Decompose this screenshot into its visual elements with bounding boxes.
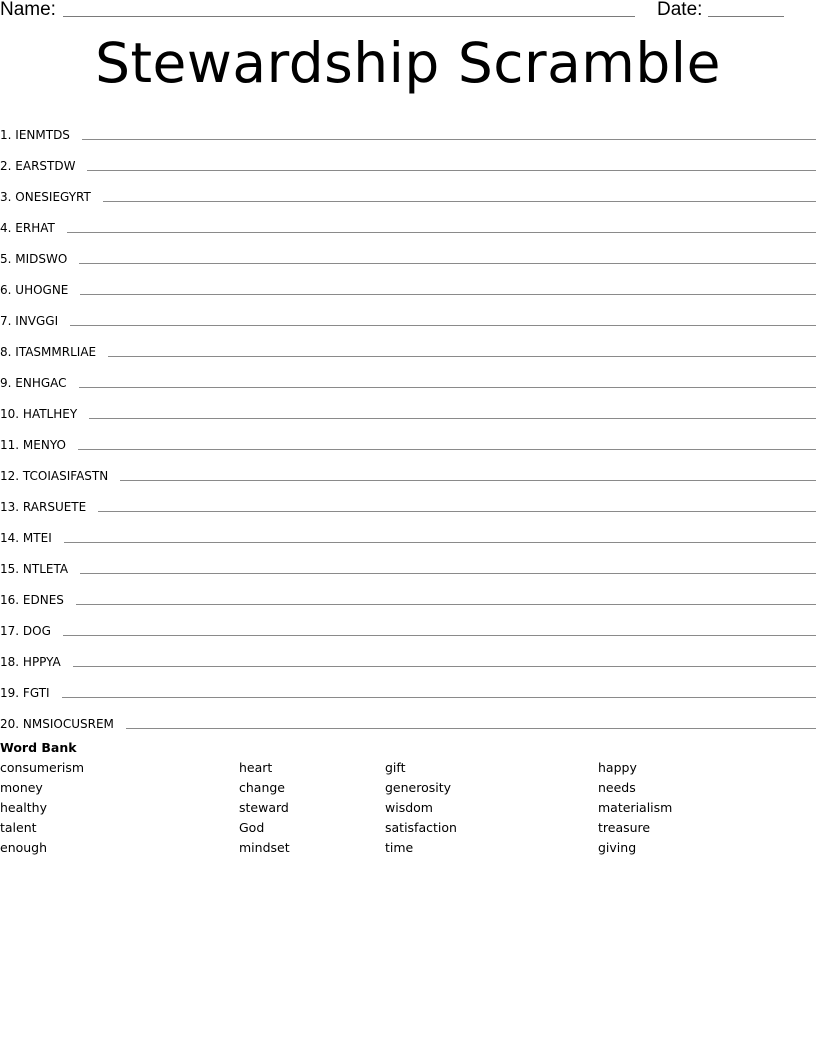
item-number: 19.	[0, 686, 20, 700]
scramble-row	[0, 483, 816, 514]
word-bank-word: happy	[598, 760, 637, 775]
word-bank-word: satisfaction	[385, 820, 457, 835]
answer-line[interactable]	[64, 542, 816, 543]
word-bank-column	[385, 758, 457, 858]
word-bank-column	[0, 758, 84, 858]
item-number: 2.	[0, 159, 12, 173]
scrambled-word: ONESIEGYRT	[15, 190, 91, 204]
scrambled-word: IENMTDS	[15, 128, 70, 142]
word-bank-word: generosity	[385, 780, 452, 795]
scrambled-word: EARSTDW	[15, 159, 76, 173]
word-bank-word: treasure	[598, 820, 651, 835]
name-field-line[interactable]	[63, 16, 635, 17]
word-bank-word: consumerism	[0, 760, 85, 775]
scrambled-word: FGTI	[22, 686, 50, 700]
scramble-row	[0, 452, 816, 483]
scrambled-word: ITASMMRLIAE	[15, 345, 97, 359]
item-number: 7.	[0, 314, 12, 328]
scrambled-word: MENYO	[22, 438, 66, 452]
item-number: 8.	[0, 345, 12, 359]
item-number: 16.	[0, 593, 20, 607]
answer-line[interactable]	[126, 728, 816, 729]
item-number: 1.	[0, 128, 12, 142]
word-bank-grid	[0, 758, 816, 858]
answer-line[interactable]	[98, 511, 816, 512]
item-number: 6.	[0, 283, 12, 297]
word-bank-word: heart	[239, 760, 273, 775]
answer-line[interactable]	[73, 666, 816, 667]
scramble-row	[0, 607, 816, 638]
scramble-row	[0, 545, 816, 576]
scrambled-word: MTEI	[22, 531, 52, 545]
word-bank-word: God	[239, 820, 265, 835]
scramble-list	[0, 111, 816, 731]
scramble-row	[0, 421, 816, 452]
answer-line[interactable]	[76, 604, 816, 605]
item-number: 15.	[0, 562, 20, 576]
word-bank	[0, 740, 816, 858]
item-number: 9.	[0, 376, 12, 390]
word-bank-word: needs	[598, 780, 636, 795]
item-number: 11.	[0, 438, 20, 452]
word-bank-word: steward	[239, 800, 289, 815]
word-bank-word: mindset	[239, 840, 290, 855]
answer-line[interactable]	[67, 232, 816, 233]
item-number: 20.	[0, 717, 20, 731]
answer-line[interactable]	[70, 325, 816, 326]
scramble-row	[0, 359, 816, 390]
item-number: 12.	[0, 469, 20, 483]
scramble-row	[0, 266, 816, 297]
scrambled-word: UHOGNE	[15, 283, 69, 297]
word-bank-word: enough	[0, 840, 48, 855]
scramble-row	[0, 111, 816, 142]
answer-line[interactable]	[79, 387, 816, 388]
answer-line[interactable]	[63, 635, 816, 636]
word-bank-word: talent	[0, 820, 37, 835]
name-label: Name:	[0, 0, 56, 20]
scramble-row	[0, 142, 816, 173]
item-number: 5.	[0, 252, 12, 266]
word-bank-word: money	[0, 780, 43, 795]
scramble-row	[0, 297, 816, 328]
scrambled-word: NTLETA	[22, 562, 69, 576]
word-bank-word: wisdom	[385, 800, 433, 815]
answer-line[interactable]	[103, 201, 816, 202]
word-bank-word: healthy	[0, 800, 47, 815]
item-number: 4.	[0, 221, 12, 235]
answer-line[interactable]	[120, 480, 816, 481]
answer-line[interactable]	[78, 449, 816, 450]
page-title: Stewardship Scramble	[95, 31, 721, 95]
scrambled-word: INVGGI	[15, 314, 59, 328]
answer-line[interactable]	[87, 170, 816, 171]
scrambled-word: HATLHEY	[22, 407, 78, 421]
answer-line[interactable]	[80, 573, 816, 574]
item-number: 18.	[0, 655, 20, 669]
scrambled-word: RARSUETE	[22, 500, 87, 514]
answer-line[interactable]	[80, 294, 816, 295]
worksheet-header	[0, 0, 816, 22]
scramble-row	[0, 669, 816, 700]
date-label: Date:	[657, 0, 703, 20]
scrambled-word: ERHAT	[15, 221, 55, 235]
word-bank-word: time	[385, 840, 414, 855]
item-number: 3.	[0, 190, 12, 204]
scramble-row	[0, 576, 816, 607]
date-field-line[interactable]	[708, 16, 784, 17]
scrambled-word: NMSIOCUSREM	[22, 717, 114, 731]
scrambled-word: ENHGAC	[15, 376, 67, 390]
answer-line[interactable]	[79, 263, 816, 264]
answer-line[interactable]	[62, 697, 816, 698]
word-bank-word: giving	[598, 840, 637, 855]
scrambled-word: MIDSWO	[15, 252, 68, 266]
word-bank-column	[598, 758, 672, 858]
scrambled-word: DOG	[22, 624, 51, 638]
word-bank-word: change	[239, 780, 286, 795]
scrambled-word: HPPYA	[22, 655, 61, 669]
scramble-row	[0, 700, 816, 731]
word-bank-word: gift	[385, 760, 406, 775]
item-number: 10.	[0, 407, 20, 421]
scramble-row	[0, 204, 816, 235]
item-number: 17.	[0, 624, 20, 638]
answer-line[interactable]	[108, 356, 816, 357]
item-number: 13.	[0, 500, 20, 514]
scramble-row	[0, 514, 816, 545]
answer-line[interactable]	[89, 418, 816, 419]
scramble-row	[0, 638, 816, 669]
scrambled-word: EDNES	[22, 593, 64, 607]
scramble-row	[0, 235, 816, 266]
scramble-row	[0, 173, 816, 204]
item-number: 14.	[0, 531, 20, 545]
word-bank-word: materialism	[598, 800, 673, 815]
word-bank-title: Word Bank	[0, 740, 77, 755]
scramble-row	[0, 390, 816, 421]
scrambled-word: TCOIASIFASTN	[22, 469, 109, 483]
answer-line[interactable]	[82, 139, 816, 140]
scramble-row	[0, 328, 816, 359]
word-bank-column	[239, 758, 290, 858]
